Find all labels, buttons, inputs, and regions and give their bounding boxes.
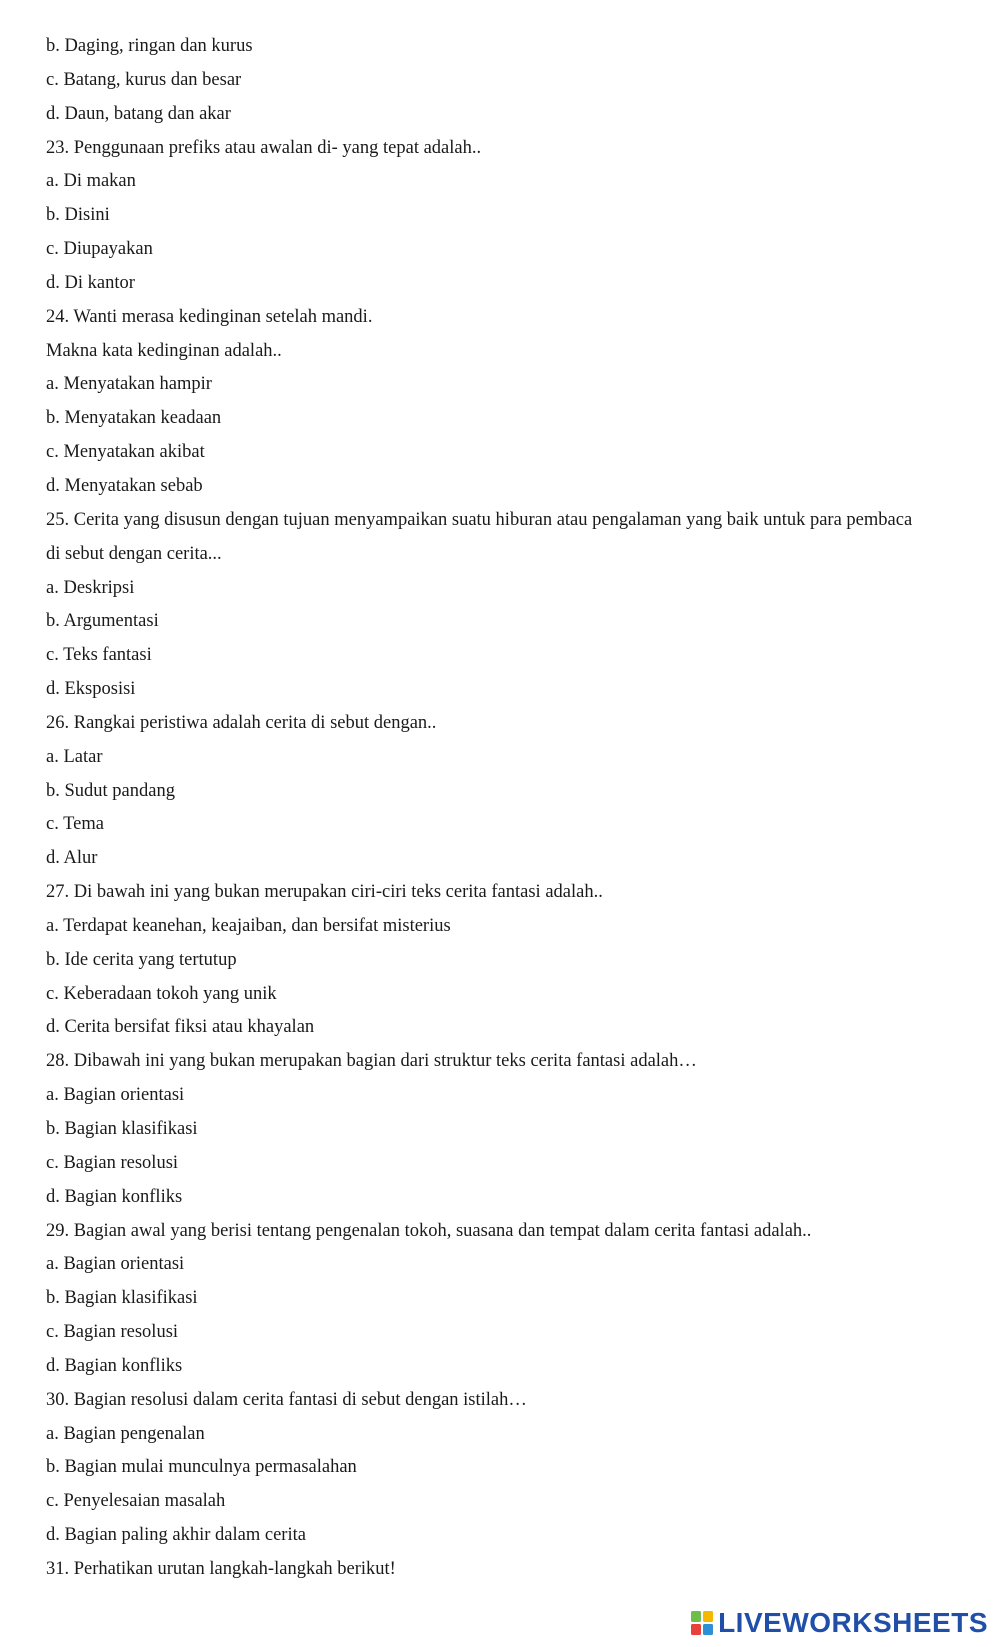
option-c: c. Menyatakan akibat (46, 442, 205, 463)
option-d: d. Bagian paling akhir dalam cerita (46, 1525, 306, 1546)
liveworksheets-logo (690, 1605, 988, 1641)
option-b: b. Bagian klasifikasi (46, 1288, 198, 1309)
option-d: d. Menyatakan sebab (46, 475, 203, 496)
option-c: c. Tema (46, 814, 104, 835)
option-b: b. Menyatakan keadaan (46, 408, 222, 429)
question-25-continued: di sebut dengan cerita... (46, 543, 222, 564)
option-a: a. Terdapat keanehan, keajaiban, dan bersifat misterius (46, 915, 451, 936)
question-30: 30. Bagian resolusi dalam cerita fantasi di sebut dengan istilah… (46, 1389, 527, 1410)
option-a: a. Bagian pengenalan (46, 1423, 205, 1444)
option-c: c. Penyelesaian masalah (46, 1491, 226, 1512)
text-line: c. Batang, kurus dan besar (46, 69, 242, 90)
option-b: b. Argumentasi (46, 611, 159, 632)
option-a: a. Bagian orientasi (46, 1254, 185, 1275)
question-26: 26. Rangkai peristiwa adalah cerita di sebut dengan.. (46, 712, 437, 733)
worksheet-page (46, 30, 976, 1587)
text-line: d. Daun, batang dan akar (46, 103, 231, 124)
option-d: d. Cerita bersifat fiksi atau khayalan (46, 1017, 315, 1038)
question-29: 29. Bagian awal yang berisi tentang pengenalan tokoh, suasana dan tempat dalam cerita fantasi adalah.. (46, 1220, 812, 1241)
question-25: 25. Cerita yang disusun dengan tujuan menyampaikan suatu hiburan atau pengalaman yang baik untuk para pembaca (46, 509, 913, 530)
question-24-continued: Makna kata kedinginan adalah.. (46, 340, 282, 361)
option-a: a. Latar (46, 746, 103, 767)
logo-text: LIVEWORKSHEETS (718, 1607, 988, 1638)
option-c: c. Bagian resolusi (46, 1322, 179, 1343)
question-27: 27. Di bawah ini yang bukan merupakan ciri-ciri teks cerita fantasi adalah.. (46, 882, 603, 903)
option-a: a. Menyatakan hampir (46, 374, 212, 395)
option-d: d. Eksposisi (46, 679, 136, 700)
option-a: a. Bagian orientasi (46, 1085, 185, 1106)
option-c: c. Keberadaan tokoh yang unik (46, 983, 277, 1004)
option-d: d. Alur (46, 848, 98, 869)
question-31: 31. Perhatikan urutan langkah-langkah berikut! (46, 1558, 396, 1579)
text-line: b. Daging, ringan dan kurus (46, 36, 253, 56)
question-28: 28. Dibawah ini yang bukan merupakan bagian dari struktur teks cerita fantasi adalah… (46, 1051, 697, 1072)
option-c: c. Teks fantasi (46, 645, 152, 666)
option-b: b. Ide cerita yang tertutup (46, 949, 237, 970)
option-d: d. Bagian konfliks (46, 1186, 183, 1207)
option-d: d. Di kantor (46, 272, 135, 293)
liveworksheets-logo-icon (690, 1610, 714, 1636)
option-b: b. Sudut pandang (46, 780, 175, 801)
option-b: b. Disini (46, 205, 110, 226)
option-c: c. Bagian resolusi (46, 1152, 179, 1173)
option-d: d. Bagian konfliks (46, 1355, 183, 1376)
option-b: b. Bagian mulai munculnya permasalahan (46, 1457, 357, 1478)
option-c: c. Diupayakan (46, 239, 153, 260)
question-23: 23. Penggunaan prefiks atau awalan di- yang tepat adalah.. (46, 137, 482, 158)
option-b: b. Bagian klasifikasi (46, 1119, 198, 1139)
option-a: a. Deskripsi (46, 577, 135, 598)
option-a: a. Di makan (46, 171, 136, 192)
question-24: 24. Wanti merasa kedinginan setelah mandi. (46, 306, 373, 327)
